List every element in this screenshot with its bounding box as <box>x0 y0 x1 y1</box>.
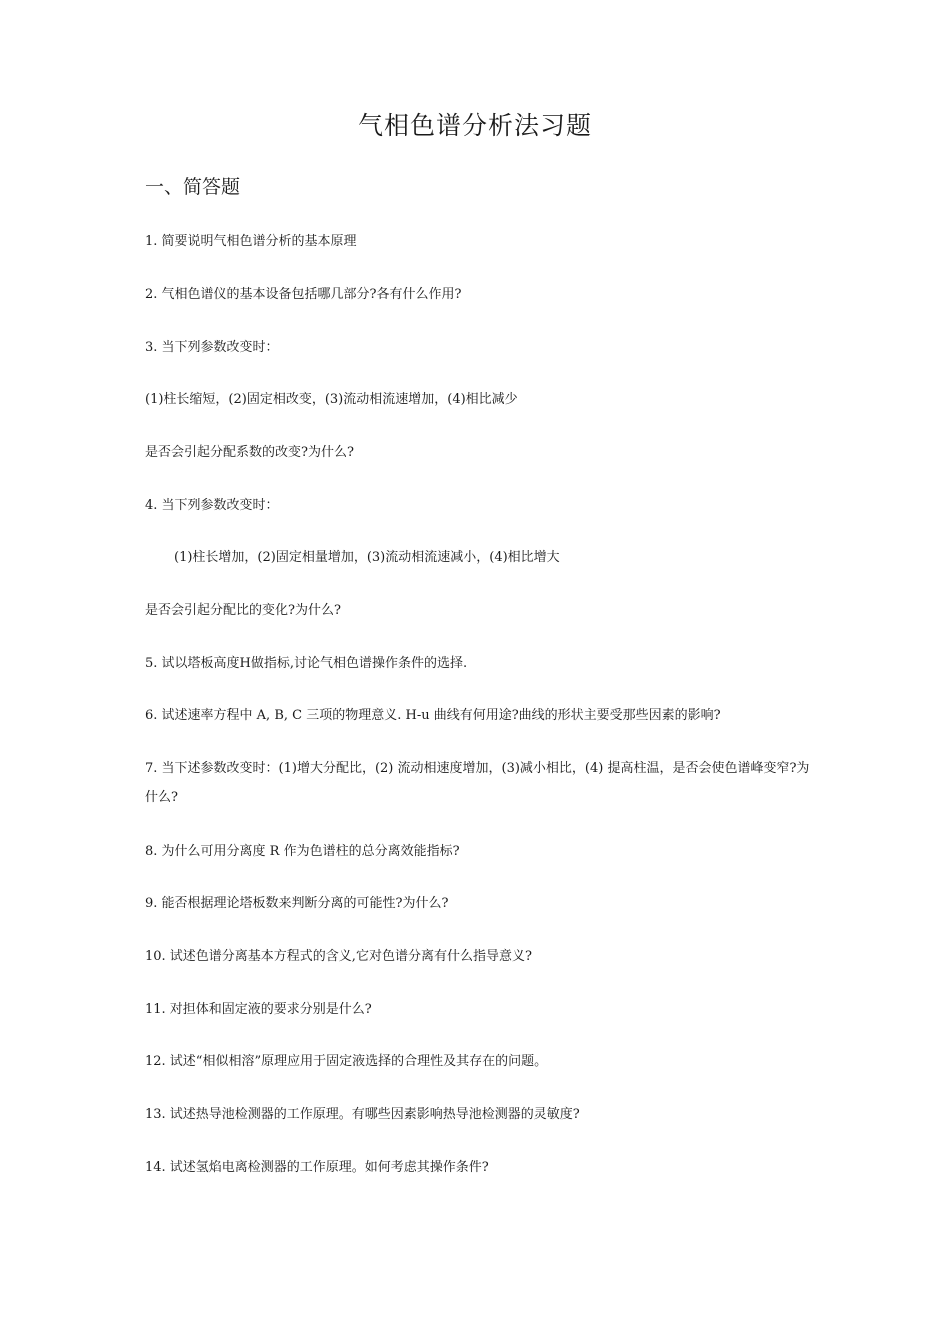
question-3-parameters: (1)柱长缩短，(2)固定相改变，(3)流动相流速增加，(4)相比减少 <box>145 392 518 407</box>
question-12: 12. 试述“相似相溶”原理应用于固定液选择的合理性及其存在的问题。 <box>145 1054 548 1069</box>
question-3: 3. 当下列参数改变时： <box>145 340 279 355</box>
question-13: 13. 试述热导池检测器的工作原理。有哪些因素影响热导池检测器的灵敏度? <box>145 1107 580 1122</box>
question-1: 1. 简要说明气相色谱分析的基本原理 <box>145 234 357 249</box>
question-10: 10. 试述色谱分离基本方程式的含义,它对色谱分离有什么指导意义? <box>145 949 532 964</box>
question-4: 4. 当下列参数改变时： <box>145 498 279 513</box>
question-4-parameters: (1)柱长增加，(2)固定相量增加，(3)流动相流速减小，(4)相比增大 <box>174 550 560 565</box>
page-title: 气相色谱分析法习题 <box>357 111 592 140</box>
question-6: 6. 试述速率方程中 A, B, C 三项的物理意义. H-u 曲线有何用途?曲线的形状主要受那些因素的影响? <box>145 708 721 723</box>
question-2: 2. 气相色谱仪的基本设备包括哪几部分?各有什么作用? <box>145 287 462 302</box>
section-heading: 一、简答题 <box>145 176 241 198</box>
question-8: 8. 为什么可用分离度 R 作为色谱柱的总分离效能指标? <box>145 844 460 859</box>
question-11: 11. 对担体和固定液的要求分别是什么? <box>145 1002 372 1017</box>
question-9: 9. 能否根据理论塔板数来判断分离的可能性?为什么? <box>145 896 449 911</box>
question-3-ask: 是否会引起分配系数的改变?为什么? <box>145 445 354 460</box>
question-5: 5. 试以塔板高度H做指标,讨论气相色谱操作条件的选择. <box>145 656 468 671</box>
question-14: 14. 试述氢焰电离检测器的工作原理。如何考虑其操作条件? <box>145 1160 489 1175</box>
question-7: 7. 当下述参数改变时：(1)增大分配比，(2) 流动相速度增加，(3)减小相比，(4) 提高柱温，是否会使色谱峰变窄?为什么? <box>145 761 810 805</box>
question-4-ask: 是否会引起分配比的变化?为什么? <box>145 603 341 618</box>
